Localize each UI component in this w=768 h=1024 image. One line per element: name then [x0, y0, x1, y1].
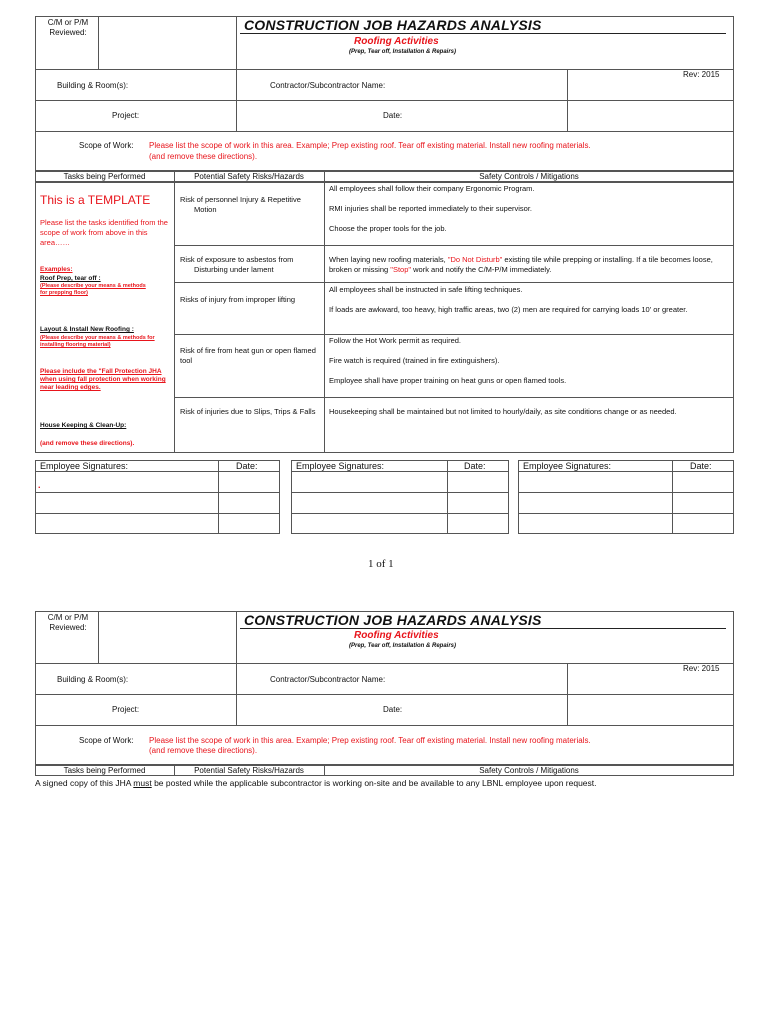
rev-label: Rev: 2015: [683, 70, 720, 79]
control-row-4-a: Follow the Hot Work permit as required.: [329, 336, 461, 345]
layout-label: Layout & Install New Roofing :: [40, 326, 134, 333]
building-label: Building & Room(s):: [57, 675, 129, 684]
control-row-2: When laying new roofing materials, "Do Not Disturb" existing tile while prepping or installing. If a tile becomes loose, broken or missing "Stop" work and notify the C/M-P/M immediately.: [329, 255, 713, 274]
form-subtitle: Roofing Activities: [354, 36, 439, 47]
control-row-3-a: All employees shall be instructed in safe lifting techniques.: [329, 285, 523, 294]
col-controls-header: Safety Controls / Mitigations: [479, 766, 579, 775]
rev-label: Rev: 2015: [683, 664, 720, 673]
building-label: Building & Room(s):: [57, 81, 129, 90]
employee-signatures-label: Employee Signatures:: [296, 461, 385, 471]
control-row-1-a: All employees shall follow their company Ergonomic Program.: [329, 184, 535, 193]
remove-directions: (and remove these directions).: [40, 440, 135, 447]
risk-row-3: Risks of injury from improper lifting: [180, 295, 296, 304]
scope-text-2: (and remove these directions).: [149, 746, 258, 755]
signature-mark: .: [38, 480, 41, 490]
col-controls-header: Safety Controls / Mitigations: [479, 172, 579, 181]
col-risks-header: Potential Safety Risks/Hazards: [194, 766, 304, 775]
scope-text: Please list the scope of work in this area. Example; Prep existing roof. Tear off existing material. Install new roofing materials.: [149, 141, 591, 150]
control-row-4-b: Fire watch is required (trained in fire extinguishers).: [329, 356, 500, 365]
employee-signatures-label: Employee Signatures:: [40, 461, 129, 471]
project-label: Project:: [112, 111, 140, 120]
risk-row-1: Risk of personnel Injury & Repetitive Motion: [180, 195, 301, 214]
col-risks-header: Potential Safety Risks/Hazards: [194, 172, 304, 181]
signature-date-label: Date:: [690, 461, 712, 471]
form-subtitle: Roofing Activities: [354, 630, 439, 641]
employee-signatures-label: Employee Signatures:: [523, 461, 612, 471]
col-tasks-header: Tasks being Performed: [63, 172, 146, 181]
date-label: Date:: [383, 705, 403, 714]
page-number: 1 of 1: [368, 558, 394, 570]
reviewed-label: C/M or P/M Reviewed:: [47, 613, 89, 632]
fall-protection-note: Please include the "Fall Protection JHA when using fall protection when working near leading edges.: [40, 368, 166, 391]
risk-row-4: Risk of fire from heat gun or open flamed tool: [180, 346, 316, 365]
tasks-instruction: Please list the tasks identified from the scope of work from above in this area……: [40, 218, 168, 247]
scope-label: Scope of Work:: [79, 736, 134, 745]
control-row-4-c: Employee shall have proper training on heat guns or open flamed tools.: [329, 376, 567, 385]
control-row-1-c: Choose the proper tools for the job.: [329, 224, 447, 233]
examples-label: Examples:: [40, 266, 73, 273]
form-title: CONSTRUCTION JOB HAZARDS ANALYSIS: [244, 612, 542, 628]
form-title: CONSTRUCTION JOB HAZARDS ANALYSIS: [244, 17, 542, 33]
risk-row-2: Risk of exposure to asbestos from Disturbing under lament: [180, 255, 294, 274]
layout-note: (Please describe your means & methods for installing flooring material): [40, 335, 155, 348]
signature-date-label: Date:: [236, 461, 258, 471]
contractor-label: Contractor/Subcontractor Name:: [270, 81, 386, 90]
roof-prep-label: Roof Prep, tear off :: [40, 275, 101, 282]
form-subtitle-2: (Prep, Tear off, Installation & Repairs): [349, 643, 457, 649]
scope-text: Please list the scope of work in this area. Example; Prep existing roof. Tear off existing material. Install new roofing materials.: [149, 736, 591, 745]
reviewed-label: C/M or P/M Reviewed:: [47, 18, 89, 37]
footer-note: A signed copy of this JHA must be posted while the applicable subcontractor is working on-site and be available to any LBNL employee upon request.: [35, 778, 597, 788]
control-row-5: Housekeeping shall be maintained but not limited to hourly/daily, as site conditions change or as needed.: [329, 407, 677, 416]
scope-text-2: (and remove these directions).: [149, 152, 258, 161]
roof-prep-note: (Please describe your means & methods for prepping floor): [40, 283, 146, 296]
housekeeping-label: House Keeping & Clean-Up:: [40, 422, 127, 429]
date-label: Date:: [383, 111, 403, 120]
template-title: This is a TEMPLATE: [40, 193, 151, 207]
scope-label: Scope of Work:: [79, 141, 134, 150]
contractor-label: Contractor/Subcontractor Name:: [270, 675, 386, 684]
col-tasks-header: Tasks being Performed: [63, 766, 146, 775]
project-label: Project:: [112, 705, 140, 714]
risk-row-5: Risk of injuries due to Slips, Trips & Falls: [180, 407, 316, 416]
form-subtitle-2: (Prep, Tear off, Installation & Repairs): [349, 49, 457, 55]
control-row-3-b: If loads are awkward, too heavy, high traffic areas, two (2) men are required for carrying loads 10' or greater.: [329, 305, 688, 314]
signature-date-label: Date:: [464, 461, 486, 471]
control-row-1-b: RMI injuries shall be reported immediately to their supervisor.: [329, 204, 533, 213]
